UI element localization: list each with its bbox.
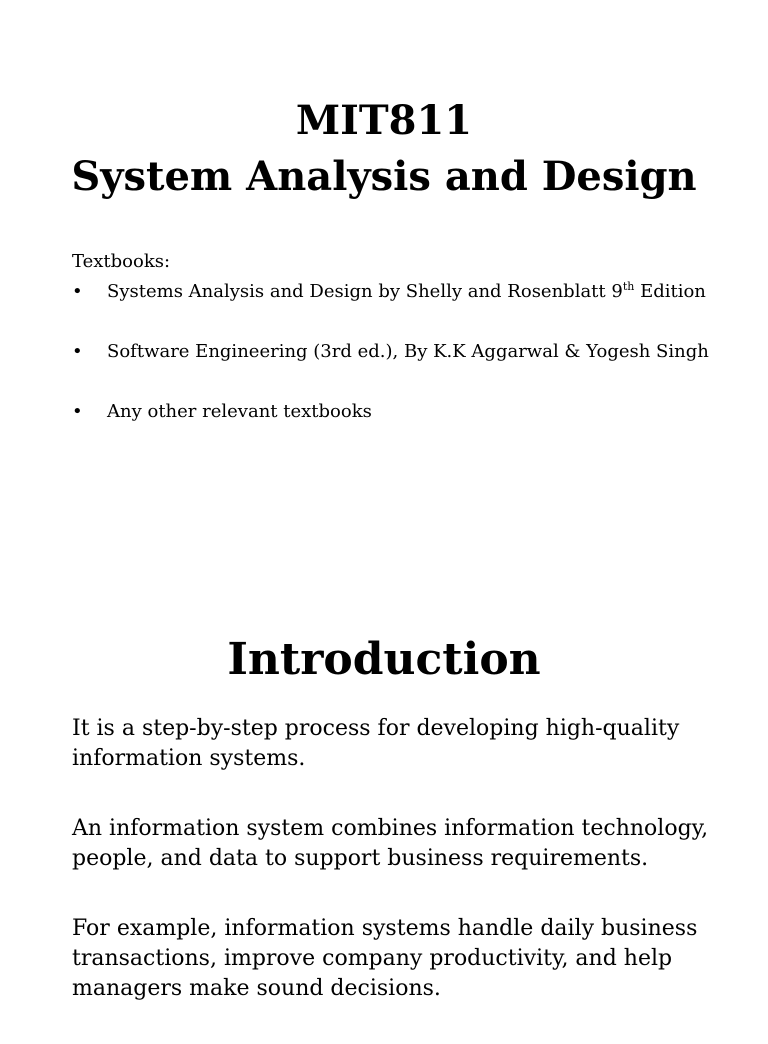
bullet-icon: • [72,341,83,362]
paragraph: For example, information systems handle daily business transactions, improve company productivity, and help managers make sound decisions. [72,916,698,1001]
list-item [72,280,752,304]
list-item [72,340,752,364]
course-code-title: MIT811 [295,97,473,144]
textbook-list [72,280,752,460]
bullet-icon: • [72,401,83,422]
introduction-title: Introduction [227,634,541,685]
edition-superscript: th [622,280,635,293]
book-title: Software Engineering (3rd ed.), By K.K Aggarwal & Yogesh Singh [107,341,709,362]
textbooks-heading: Textbooks: [72,251,171,272]
book-title: Systems Analysis and Design by Shelly and Rosenblatt 9 [107,281,623,302]
book-title: Any other relevant textbooks [107,401,372,422]
introduction-body [72,714,712,1044]
list-item [72,400,752,424]
paragraph: An information system combines information technology, people, and data to support business requirements. [72,816,709,871]
bullet-icon: • [72,281,83,302]
book-title-suffix: Edition [634,281,706,302]
slide-introduction [0,600,768,1024]
paragraph: It is a step-by-step process for developing high-quality information systems. [72,716,680,771]
course-name-title: System Analysis and Design [71,153,697,200]
